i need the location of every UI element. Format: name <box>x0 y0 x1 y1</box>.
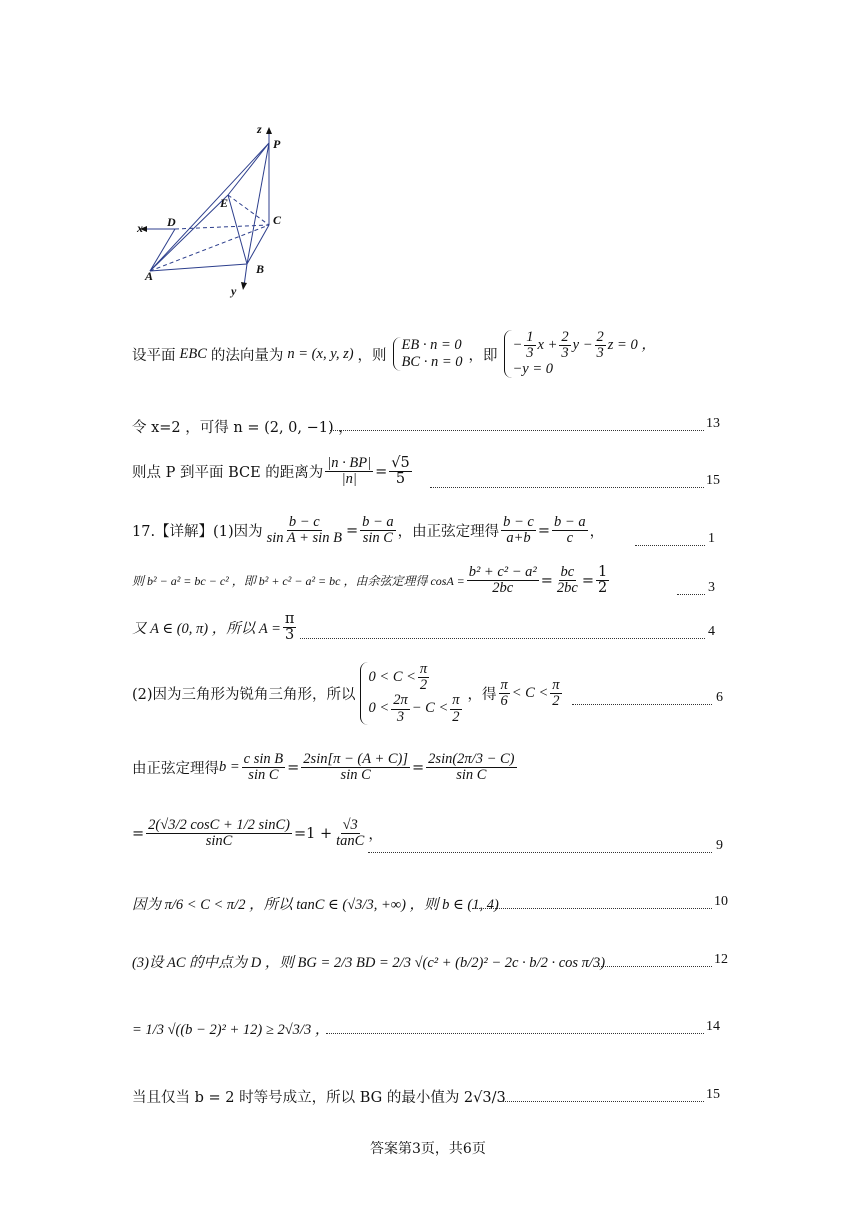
leader-dots <box>472 908 712 909</box>
den: sin C <box>456 767 487 784</box>
score: 15 <box>706 1087 720 1102</box>
part2-sine-law: 由正弦定理得 b = $\frac{\text{c sin B}}{\text{sin C}}$ = $\frac{2\sin[\pi - (A + C)]}{\text{sin C}}$ = $\frac{2\sin(2\pi/3 - C)}{\text{sin C}}$ <box>132 751 515 784</box>
q17-line-3 <box>132 612 298 643</box>
leader-dots <box>330 430 704 431</box>
result: $\frac{\pi}{6}$ < C < $\frac{\pi}{2}$ <box>500 676 560 709</box>
label-z: z <box>257 122 262 136</box>
den: tanC <box>336 833 365 850</box>
num: 2sin(2π/3 − C) <box>428 751 515 767</box>
num: b² + c² − a² <box>468 564 537 580</box>
part3-line-1: (3)设 AC 的中点为 D ，则 BG = 2/3 BD = 2/3 √(c² + (b/2)² − 2c · b/2 · cos π/3) <box>132 955 606 971</box>
text: ，即 <box>468 347 498 364</box>
num: bc <box>560 564 575 580</box>
fraction <box>389 456 411 487</box>
score: 10 <box>714 894 728 909</box>
fraction <box>325 456 373 487</box>
text: − C < <box>411 700 449 717</box>
ineq: 0 < C < $\frac{\pi}{2}$ <box>368 661 428 694</box>
den: 5 <box>395 471 406 488</box>
eq: −y = 0 <box>512 361 554 378</box>
part2-line <box>132 662 564 725</box>
text: (2)因为三角形为锐角三角形，所以 <box>132 686 356 703</box>
den: 2 <box>597 580 608 597</box>
plane-name: EBC <box>179 345 207 362</box>
score: 14 <box>706 1019 720 1034</box>
num: c sin B <box>243 751 284 767</box>
let-x-line: 令 x=2 ，可得 n = (2, 0, −1) ， <box>132 420 353 436</box>
score: 9 <box>716 838 723 853</box>
q17-line-1: 17.【详解】(1)因为 $\frac{b - c}{\text{sin A + sin B}}$ = $\frac{b - a}{\text{sin C}}$ ，由正弦定理得 $\frac{b - c}{a+b}$ = $\frac{b - a}{c}$ ， <box>132 514 605 547</box>
fraction <box>552 515 588 546</box>
num: 2sin[π − (A + C)] <box>303 751 409 767</box>
num: b − c <box>288 514 320 530</box>
num: |n · BP| <box>327 455 372 471</box>
num: π <box>284 611 295 627</box>
fraction <box>242 752 285 783</box>
vector-n: n = (x, y, z) <box>287 345 354 362</box>
label-B: B <box>256 262 265 276</box>
part3-line-3: 当且仅当 b = 2 时等号成立，所以 BG 的最小值为 2√3/3 <box>132 1090 506 1106</box>
den: 3 <box>285 627 295 644</box>
system-2 <box>504 330 656 378</box>
den: sinC <box>205 833 233 850</box>
score: 3 <box>708 580 715 595</box>
leader-dots <box>635 545 705 546</box>
system-3 <box>360 662 464 725</box>
text: ，则 <box>357 347 387 364</box>
label-D: D <box>167 215 176 229</box>
fraction <box>146 818 292 849</box>
fraction <box>596 565 609 596</box>
text: = <box>375 463 388 480</box>
eq: BC · n = 0 <box>401 354 463 371</box>
leader-dots <box>677 594 705 595</box>
score: 15 <box>706 473 720 488</box>
text: ，得 <box>467 686 497 703</box>
leader-dots <box>594 966 712 967</box>
pyramid-figure <box>130 118 300 300</box>
text: 又 A ∈ (0, π) ，所以 A = <box>132 621 281 638</box>
leader-dots <box>430 487 704 488</box>
eq: EB · n = 0 <box>401 337 462 354</box>
text: 的法向量为 <box>210 347 284 364</box>
fraction <box>426 752 516 783</box>
den: 2bc <box>556 580 578 597</box>
num: 2(√3/2 cosC + 1/2 sinC) <box>148 817 290 833</box>
fraction <box>501 515 536 546</box>
den: sin C <box>362 530 393 547</box>
den: sin C <box>340 767 371 784</box>
score: 4 <box>708 624 715 639</box>
den: a+b <box>506 530 531 547</box>
label-C: C <box>273 213 282 227</box>
fraction <box>283 612 297 643</box>
q17-line-2: 则 b² − a² = bc − c² ，即 b² + c² − a² = bc ，由余弦定理得 cosA = $\frac{\text{b² + c² − a²}}{2bc}$ = $\frac{bc}{2bc}$ = $\frac{1}{2}$ <box>132 564 608 597</box>
label-E: E <box>220 196 229 210</box>
num: b − a <box>554 514 586 530</box>
num: √5 <box>391 455 410 471</box>
leader-dots <box>326 1033 704 1034</box>
question-head: 17.【详解】(1)因为 <box>132 524 263 541</box>
text: 0 < <box>368 700 390 717</box>
num: 1 <box>597 564 608 580</box>
label-P: P <box>273 137 281 151</box>
score: 1 <box>708 531 715 546</box>
fraction <box>467 565 539 596</box>
text: b = <box>219 759 240 776</box>
leader-dots <box>368 852 712 853</box>
den: |n| <box>341 471 357 488</box>
text: 由正弦定理得 <box>132 761 219 778</box>
eq: − $\frac{1}{3}$ x + $\frac{2}{3}$ y − $\frac{2}{3}$ z = 0 ， <box>512 329 656 362</box>
leader-dots <box>572 704 712 705</box>
num: b − a <box>362 514 394 530</box>
system-1 <box>393 337 463 371</box>
label-A: A <box>145 269 154 283</box>
text: ，由正弦定理得 <box>397 524 500 541</box>
text: =1 + <box>293 825 333 842</box>
text: 则 b² − a² = bc − c² ，即 b² + c² − a² = bc ，由余弦定理得 cosA = <box>132 574 465 589</box>
page-footer: 答案第3页，共6页 <box>370 1141 486 1157</box>
fraction <box>360 515 396 546</box>
distance-line <box>132 456 414 487</box>
ineq: 0 < $\frac{2\pi}{3}$ − C < $\frac{\pi}{2}$ <box>368 692 460 725</box>
den: 2bc <box>492 580 514 597</box>
part2-range: 因为 π/6 < C < π/2 ，所以 tanC ∈ (√3/3, +∞) ，则 b ∈ (1, 4) <box>132 897 499 913</box>
fraction <box>265 515 344 546</box>
den: sin C <box>248 767 279 784</box>
num: √3 <box>342 817 358 833</box>
leader-dots <box>300 638 705 639</box>
normal-vector-line <box>132 330 656 378</box>
part3-line-2: = 1/3 √((b − 2)² + 12) ≥ 2√3/3 ， <box>132 1022 330 1038</box>
text: 0 < C < <box>368 669 416 686</box>
part2-simplify: = $\frac{2(√3/2 \cos C + 1/2 \sin C)}{\sin C}$ =1 + $\frac{√3}{\tan C}$ ， <box>132 817 383 850</box>
fraction <box>334 818 366 849</box>
score: 12 <box>714 952 728 967</box>
fraction <box>301 752 410 783</box>
score: 13 <box>706 416 720 431</box>
score: 6 <box>716 690 723 705</box>
fraction <box>555 565 580 596</box>
text: 则点 P 到平面 BCE 的距离为 <box>132 465 324 482</box>
den: c <box>566 530 574 547</box>
num: b − c <box>503 514 534 530</box>
text: 设平面 <box>132 347 176 364</box>
label-y: y <box>231 284 237 298</box>
leader-dots <box>500 1101 704 1102</box>
label-x: x <box>137 221 143 235</box>
den: sin A + sin B <box>266 530 342 547</box>
